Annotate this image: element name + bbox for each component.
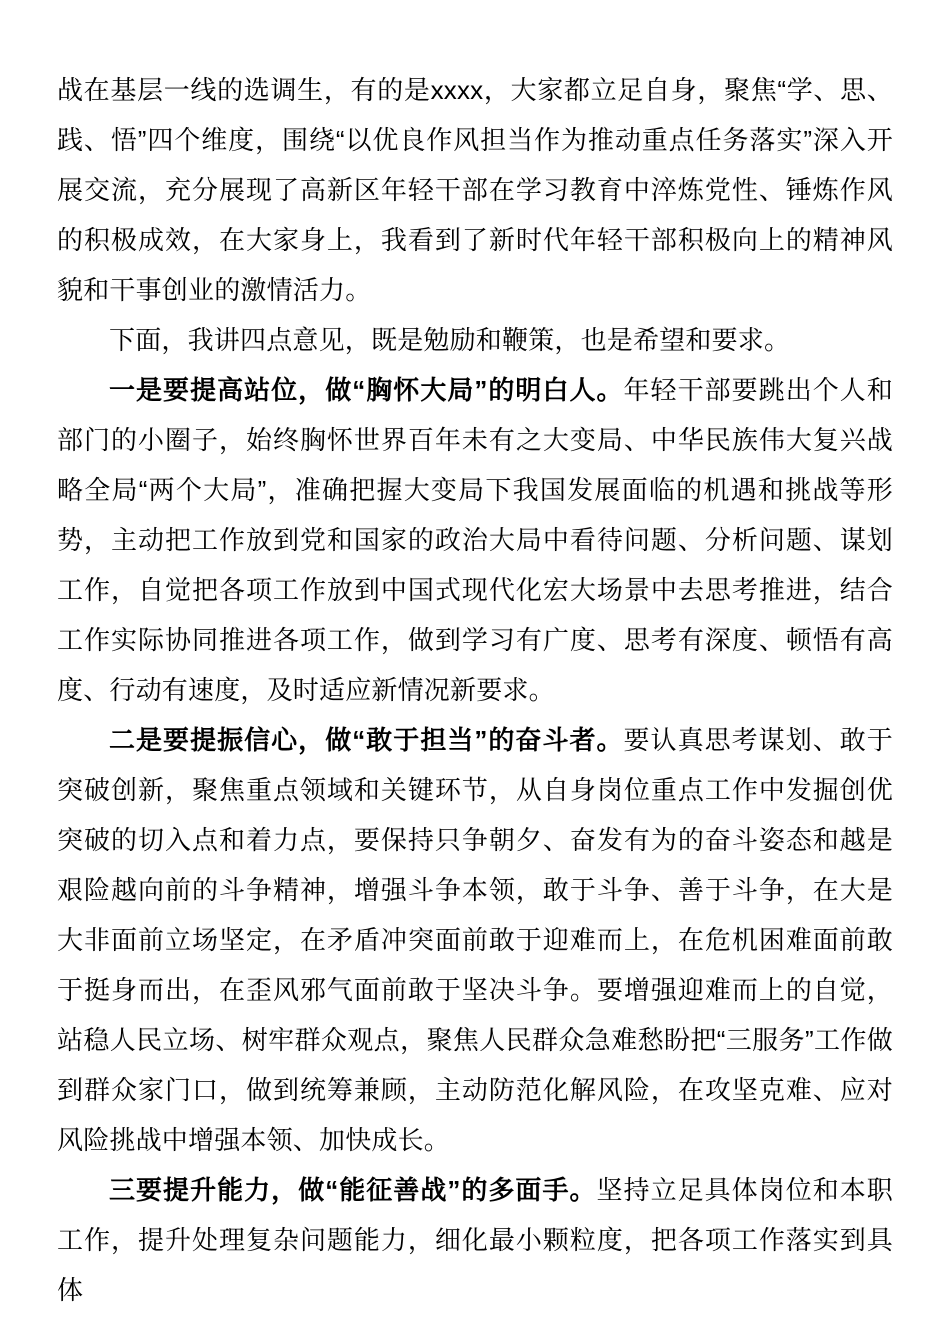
section-heading-text: 三要提升能力，做“能征善战”的多面手。 [109, 1175, 597, 1205]
document-body [57, 65, 893, 1315]
section-heading-text: 二是要提振信心，做“敢于担当”的奋斗者。 [109, 725, 624, 755]
body-text: 战在基层一线的选调生，有的是xxxx，大家都立足自身，聚焦“学、思、践、悟”四个维度，围绕“以优良作风担当作为推动重点任务落实”深入开展交流，充分展现了高新区年轻干部在学习教育中淬炼党性、锤炼作风的积极成效，在大家身上，我看到了新时代年轻干部积极向上的精神风貌和干事创业的激情活力。 [57, 75, 893, 305]
paragraph-2 [57, 315, 893, 365]
body-text: 坚持立足具体岗位和本职工作，提升处理复杂问题能力，细化最小颗粒度，把各项工作落实到具体 [57, 1175, 893, 1305]
paragraph-4 [57, 715, 893, 1165]
paragraph-1 [57, 65, 893, 315]
body-text: 要认真思考谋划、敢于突破创新，聚焦重点领域和关键环节，从自身岗位重点工作中发掘创优突破的切入点和着力点，要保持只争朝夕、奋发有为的奋斗姿态和越是艰险越向前的斗争精神，增强斗争本领，敢于斗争、善于斗争，在大是大非面前立场坚定，在矛盾冲突面前敢于迎难而上，在危机困难面前敢于挺身而出，在歪风邪气面前敢于坚决斗争。要增强迎难而上的自觉，站稳人民立场、树牢群众观点，聚焦人民群众急难愁盼把“三服务”工作做到群众家门口，做到统筹兼顾，主动防范化解风险，在攻坚克难、应对风险挑战中增强本领、加快成长。 [57, 725, 893, 1155]
body-text: 年轻干部要跳出个人和部门的小圈子，始终胸怀世界百年未有之大变局、中华民族伟大复兴战略全局“两个大局”，准确把握大变局下我国发展面临的机遇和挑战等形势，主动把工作放到党和国家的政治大局中看待问题、分析问题、谋划工作，自觉把各项工作放到中国式现代化宏大场景中去思考推进，结合工作实际协同推进各项工作，做到学习有广度、思考有深度、顿悟有高度、行动有速度，及时适应新情况新要求。 [57, 375, 893, 705]
body-text: 下面，我讲四点意见，既是勉励和鞭策，也是希望和要求。 [109, 325, 791, 355]
paragraph-3 [57, 365, 893, 715]
paragraph-5 [57, 1165, 893, 1315]
section-heading-text: 一是要提高站位，做“胸怀大局”的明白人。 [109, 375, 624, 405]
